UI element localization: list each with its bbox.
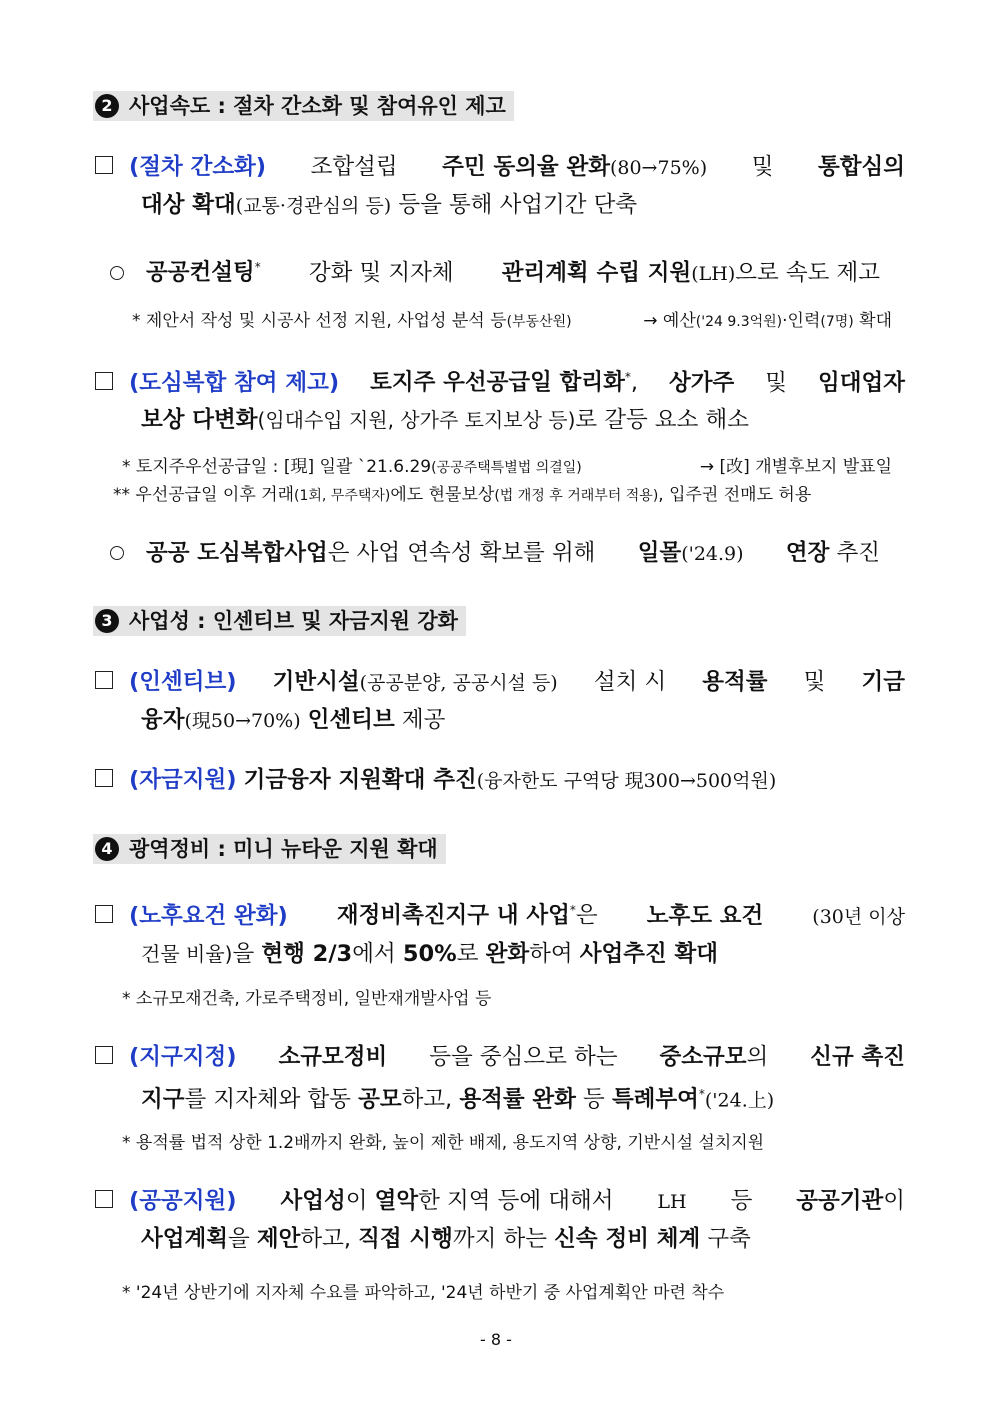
bullet-item-funding: (자금지원) 기금융자 지원확대 추진 (융자한도 구역당 現300→500억원) [95,762,905,800]
circle-bullet-icon [110,266,124,280]
item-label: (공공지원) [129,1188,237,1214]
square-bullet-icon [95,1190,113,1208]
square-bullet-icon [95,372,113,390]
bullet-item-incentive: (인센티브) 기반시설(공공분양, 공공시설 등) 설치 시 용적률 및 기금 융자(現50→70%) 인센티브 제공 [95,664,905,740]
footnote-consulting: * 제안서 작성 및 시공사 선정 지원, 사업성 분석 등(부동산원) → 예산('24 9.3억원)·인력(7명) 확대 [132,311,892,331]
section-heading-3 [93,606,466,636]
square-bullet-icon [95,156,113,174]
section-number-badge: 2 [95,94,119,118]
square-bullet-icon [95,671,113,689]
section-heading-2 [93,91,514,121]
footnote-schedule: * '24년 상반기에 지자체 수요를 파악하고, '24년 하반기 중 사업계획안 마련 착수 [122,1283,725,1303]
bullet-item-procedure: (절차 간소화) 조합설립 주민 동의율 완화(80→75%) 및 통합심의 대상 확대(교통·경관심의 등) 등을 통해 사업기간 단축 [95,149,905,225]
item-label: (절차 간소화) [129,154,267,180]
circle-bullet-icon [110,546,124,560]
page-number: - 8 - [480,1330,512,1349]
section-number-badge: 4 [95,837,119,861]
square-bullet-icon [95,1046,113,1064]
section-title: 사업성 : 인센티브 및 자금지원 강화 [129,609,458,633]
item-label: (지구지정) [129,1044,237,1070]
bullet-item-district: (지구지정) 소규모정비 등을 중심으로 하는 중소규모의 신규 촉진 지구를 지자체와 합동 공모하고, 용적률 완화 등 특례부여*('24.上) [95,1039,905,1120]
section-title: 사업속도 : 절차 간소화 및 참여유인 제고 [129,94,506,118]
footnote-landowner-date: * 토지주우선공급일 : [現] 일괄 `21.6.29(공공주택특별법 의결일) → [改] 개별후보지 발표일 [122,457,892,477]
footnote-in-kind-compensation: ** 우선공급일 이후 거래(1회, 무주택자)에도 현물보상(법 개정 후 거래부터 적용), 입주권 전매도 허용 [113,485,812,505]
section-number-badge: 3 [95,609,119,633]
bullet-item-urban-complex: (도심복합 참여 제고) 토지주 우선공급일 합리화*, 상가주 및 임대업자 보상 다변화(임대수입 지원, 상가주 토지보상 등)로 갈등 요소 해소 [95,359,905,439]
section-title: 광역정비 : 미니 뉴타운 지원 확대 [129,837,438,861]
footnote-special-benefits: * 용적률 법적 상한 1.2배까지 완화, 높이 제한 배제, 용도지역 상향, 기반시설 설치지원 [122,1133,765,1153]
sub-bullet-sunset: 공공 도심복합사업은 사업 연속성 확보를 위해 일몰('24.9) 연장 추진 [110,537,880,570]
bullet-item-aging: (노후요건 완화) 재정비촉진지구 내 사업*은 노후도 요건 (30년 이상 건물 비율)을 현행 2/3에서 50%로 완화하여 사업추진 확대 [95,892,905,973]
footnote-project-types: * 소규모재건축, 가로주택정비, 일반재개발사업 등 [122,989,492,1009]
square-bullet-icon [95,769,113,787]
item-label: (노후요건 완화) [129,902,288,929]
item-label: (인센티브) [129,669,237,695]
bullet-item-public-support: (공공지원) 사업성이 열악한 지역 등에 대해서 LH 등 공공기관이 사업계획을 제안하고, 직접 시행까지 하는 신속 정비 체계 구축 [95,1183,905,1258]
item-label: (자금지원) [129,767,237,793]
sub-bullet-consulting: 공공컨설팅* 강화 및 지자체 관리계획 수립 지원(LH)으로 속도 제고 [110,251,880,290]
section-heading-4 [93,834,446,864]
item-label: (도심복합 참여 제고) [129,369,340,396]
square-bullet-icon [95,905,113,923]
